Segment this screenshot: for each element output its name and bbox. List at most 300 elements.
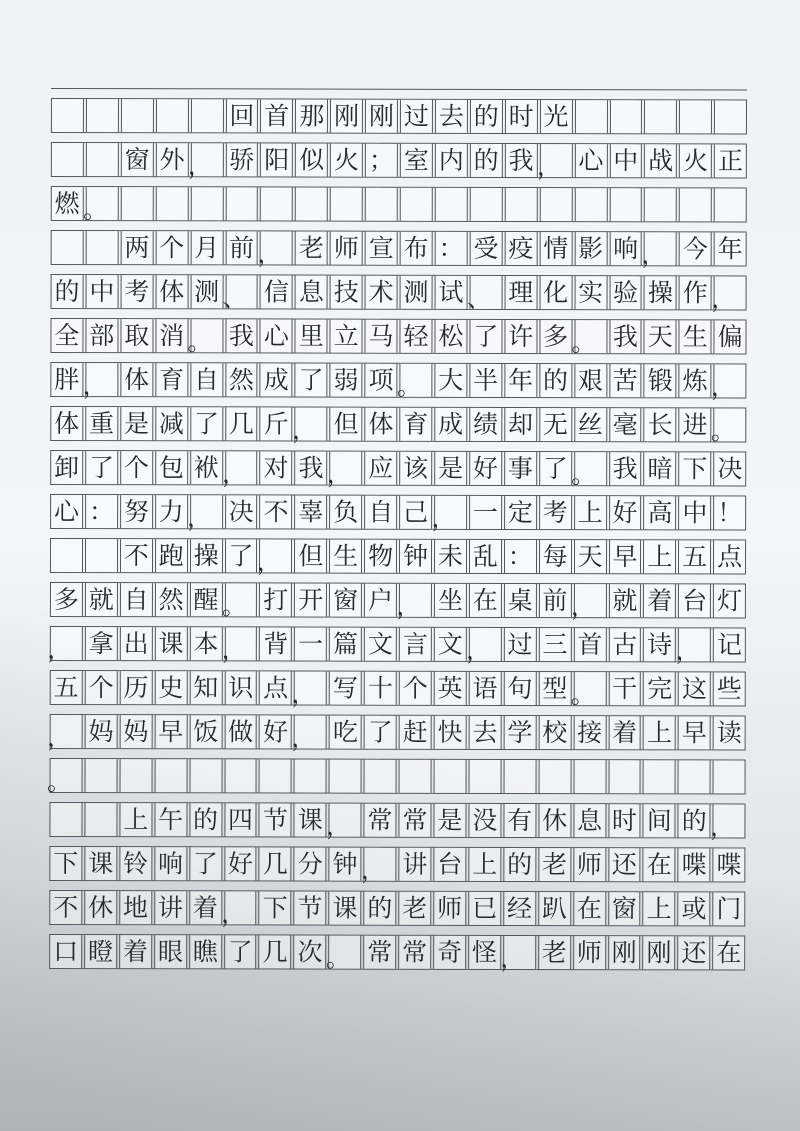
grid-cell [713, 452, 746, 485]
handwritten-character: 时 [611, 806, 637, 836]
handwritten-character: 锻 [647, 366, 673, 396]
handwritten-character: 不 [123, 541, 149, 571]
handwritten-character: 进 [682, 410, 708, 440]
handwritten-character: 午 [158, 805, 184, 835]
grid-cell [505, 144, 538, 177]
grid-cell [120, 627, 153, 660]
handwritten-character: 学 [507, 717, 533, 748]
handwritten-character: ！ [717, 498, 743, 528]
handwritten-character: 古 [612, 630, 638, 660]
handwritten-character: 技 [333, 277, 359, 307]
handwritten-character: 响 [613, 234, 639, 264]
grid-cell [155, 363, 188, 396]
handwritten-character: 今 [682, 234, 708, 264]
handwritten-character: 着 [612, 718, 638, 748]
handwritten-character: 课 [332, 893, 358, 923]
handwritten-character: 火 [334, 145, 360, 175]
handwritten-character: 苦 [612, 366, 638, 396]
handwritten-character: 个 [402, 673, 428, 703]
grid-cell [154, 671, 187, 704]
handwritten-character: 打 [263, 585, 289, 615]
handwritten-character: 乱 [472, 541, 498, 571]
handwritten-character: 口 [53, 937, 79, 967]
handwritten-character: 自 [123, 585, 149, 615]
grid-cell [713, 628, 746, 661]
handwritten-character: 下 [53, 849, 79, 879]
grid-cell [713, 584, 746, 617]
grid-cell [470, 232, 503, 265]
handwritten-character: 的 [54, 277, 80, 307]
grid-cell [363, 892, 396, 925]
grid-cell [292, 408, 328, 445]
text-row [49, 802, 745, 841]
grid-cell [643, 628, 676, 661]
grid-cell [221, 627, 257, 664]
grid-cell [434, 672, 467, 705]
grid-cell [329, 716, 362, 749]
handwritten-character: 是 [437, 805, 463, 835]
handwritten-character: 常 [367, 937, 393, 967]
grid-cell [643, 804, 676, 837]
grid-cell [50, 583, 83, 616]
handwritten-character: 测 [403, 277, 429, 307]
grid-cell [295, 232, 328, 265]
grid-cell [608, 848, 641, 881]
grid-cell [154, 935, 187, 968]
grid-cell [364, 804, 397, 837]
handwritten-character: 操 [647, 278, 673, 308]
handwritten-character: 讲 [402, 849, 428, 879]
grid-cell [295, 100, 328, 133]
handwritten-character: 着 [192, 893, 218, 923]
handwritten-character: 。 [187, 327, 212, 356]
grid-cell [155, 275, 188, 308]
grid-cell [434, 320, 467, 353]
handwritten-character: 时 [508, 101, 534, 132]
grid-cell [536, 144, 573, 181]
grid-cell [121, 143, 154, 176]
text-row [50, 670, 746, 709]
handwritten-character: 快 [437, 717, 463, 747]
handwritten-character: 。 [83, 195, 108, 224]
grid-cell [608, 936, 641, 969]
handwritten-character: 妈 [123, 717, 149, 747]
handwritten-character: 四 [227, 805, 253, 835]
grid-cell [538, 892, 571, 925]
handwritten-character: 回 [229, 101, 255, 131]
handwritten-character: 响 [158, 849, 184, 879]
handwritten-character: 常 [402, 805, 428, 835]
grid-cell [86, 99, 119, 132]
handwritten-character: 了 [542, 454, 568, 484]
grid-cell [400, 320, 433, 353]
handwritten-character: 记 [716, 630, 743, 660]
handwritten-character: 了 [89, 453, 115, 483]
handwritten-character: 眼 [157, 937, 183, 967]
handwritten-character: 决 [228, 497, 254, 527]
handwritten-character: 出 [123, 629, 149, 659]
handwritten-character: ， [221, 899, 246, 928]
grid-cell [120, 583, 153, 616]
handwritten-character: 了 [298, 365, 324, 395]
grid-cell [609, 100, 642, 133]
grid-cell [119, 935, 152, 968]
grid-cell [221, 891, 257, 928]
handwritten-character: 着 [647, 586, 673, 616]
handwritten-character: 内 [438, 145, 464, 175]
handwritten-character: 未 [437, 541, 463, 571]
grid-cell [154, 803, 187, 836]
grid-cell [504, 496, 537, 529]
grid-cell [85, 627, 118, 660]
grid-cell [469, 320, 502, 353]
handwritten-character: 英 [437, 673, 463, 703]
grid-cell [679, 408, 712, 441]
handwritten-character: 体 [368, 409, 394, 439]
grid-cell [259, 583, 292, 616]
handwritten-character: 上 [123, 805, 149, 835]
grid-cell [51, 187, 84, 220]
handwritten-character: 力 [158, 497, 184, 527]
grid-cell [643, 540, 676, 573]
grid-cell [714, 100, 747, 133]
handwritten-character: 本 [193, 629, 219, 659]
handwritten-character: ： [438, 233, 464, 263]
grid-cell [538, 716, 571, 749]
handwritten-character: ， [187, 503, 212, 532]
grid-cell [713, 760, 746, 793]
handwritten-character: 项 [368, 365, 394, 395]
grid-cell [121, 187, 154, 220]
handwritten-character: 斤 [263, 409, 289, 439]
handwritten-character: 老 [541, 938, 567, 968]
grid-cell [504, 628, 537, 661]
handwritten-character: 下 [682, 454, 708, 484]
grid-cell [710, 804, 746, 841]
grid-cell [609, 364, 642, 397]
grid-cell [225, 407, 258, 440]
grid-cell [711, 276, 747, 313]
grid-cell [364, 540, 397, 573]
grid-cell [435, 144, 468, 177]
grid-cell [711, 364, 747, 401]
handwritten-character: 过 [403, 101, 429, 131]
handwritten-character: 。 [571, 328, 596, 357]
text-row [47, 626, 746, 665]
grid-cell [468, 848, 501, 881]
handwritten-character: 体 [159, 277, 185, 307]
grid-cell [678, 452, 711, 485]
grid-cell [433, 936, 466, 969]
grid-cell [295, 452, 328, 485]
grid-cell [85, 539, 118, 572]
grid-cell [433, 892, 466, 925]
grid-cell [435, 276, 468, 309]
grid-cell [434, 408, 467, 441]
grid-cell [189, 935, 222, 968]
grid-cell [470, 188, 503, 221]
handwritten-character: 经 [506, 893, 533, 924]
grid-cell [85, 275, 118, 308]
handwritten-character: 首 [264, 101, 290, 131]
grid-cell [468, 804, 501, 837]
grid-cell [363, 936, 396, 969]
grid-cell [295, 188, 328, 221]
grid-cell [538, 848, 571, 881]
grid-cell [434, 628, 467, 661]
grid-cell [539, 584, 572, 617]
handwritten-character: ， [291, 724, 316, 753]
grid-cell [260, 143, 293, 176]
handwritten-character: ， [47, 723, 72, 752]
handwritten-character: 天 [647, 322, 673, 352]
grid-cell [86, 143, 119, 176]
grid-cell [50, 451, 83, 484]
handwritten-character: 息 [298, 277, 324, 307]
handwritten-character: 光 [543, 102, 569, 132]
handwritten-character: 心 [54, 497, 80, 527]
grid-cell [573, 716, 606, 749]
grid-cell [539, 452, 572, 485]
grid-cell [120, 495, 153, 528]
handwritten-character: 物 [368, 541, 394, 571]
grid-cell [538, 760, 571, 793]
grid-cell [49, 847, 82, 880]
grid-cell [644, 452, 677, 485]
handwritten-character: 言 [402, 629, 428, 659]
handwritten-character: 去 [472, 717, 498, 747]
grid-cell [574, 540, 607, 573]
grid-cell [326, 452, 362, 489]
grid-cell [679, 232, 712, 265]
grid-cell [260, 319, 293, 352]
grid-cell [539, 540, 572, 573]
handwritten-character: 是 [124, 409, 150, 439]
grid-cell [712, 892, 745, 925]
grid-cell [609, 144, 642, 177]
grid-cell [189, 847, 222, 880]
handwritten-character: ， [221, 635, 246, 664]
grid-cell [50, 363, 83, 396]
handwritten-character: 作 [682, 278, 708, 308]
grid-cell [608, 628, 641, 661]
composition-grid [46, 88, 747, 973]
grid-cell [260, 275, 293, 308]
grid-cell [573, 628, 606, 661]
grid-cell [643, 936, 676, 969]
handwritten-character: 前 [542, 586, 568, 616]
handwritten-character: ， [187, 151, 212, 180]
grid-cell [84, 891, 117, 924]
handwritten-character: 上 [646, 718, 673, 748]
grid-cell [49, 803, 82, 836]
text-row [47, 714, 746, 753]
grid-cell [329, 540, 362, 573]
grid-cell [364, 716, 397, 749]
grid-cell [679, 100, 712, 133]
grid-cell [643, 672, 676, 705]
handwritten-character: 生 [682, 322, 708, 352]
text-row [51, 142, 747, 181]
handwritten-character: 考 [542, 498, 568, 528]
grid-cell [119, 891, 152, 924]
handwritten-character: 早 [158, 717, 184, 747]
grid-cell [609, 320, 642, 353]
handwritten-character: 赶 [402, 717, 428, 747]
grid-cell [82, 363, 118, 400]
handwritten-character: 了 [473, 321, 499, 351]
grid-cell [330, 364, 363, 397]
grid-cell [191, 99, 224, 132]
handwritten-character: ， [711, 284, 736, 313]
grid-cell [364, 496, 397, 529]
handwritten-character: ， [291, 680, 316, 709]
grid-cell [574, 496, 607, 529]
grid-cell [120, 363, 153, 396]
grid-cell [608, 760, 641, 793]
handwritten-character: ， [396, 592, 421, 621]
grid-cell [574, 364, 607, 397]
grid-cell [504, 408, 537, 441]
handwritten-character: 术 [368, 277, 394, 307]
grid-cell [435, 232, 468, 265]
grid-cell [155, 407, 188, 440]
grid-cell [435, 188, 468, 221]
handwritten-character: 还 [611, 850, 637, 880]
grid-cell [84, 847, 117, 880]
grid-cell [398, 936, 431, 969]
grid-cell [222, 275, 258, 312]
grid-cell [400, 232, 433, 265]
handwritten-character: 的 [681, 806, 707, 836]
handwritten-character: 课 [158, 629, 184, 659]
handwritten-character: 窗 [124, 145, 150, 175]
grid-cell [329, 584, 362, 617]
grid-cell [434, 584, 467, 617]
grid-cell [225, 539, 258, 572]
grid-cell [225, 363, 258, 396]
grid-cell [329, 672, 362, 705]
grid-cell [398, 848, 431, 881]
handwritten-character: 三 [542, 630, 568, 660]
grid-cell [330, 276, 363, 309]
handwritten-character: 奇 [437, 937, 463, 967]
handwritten-character: 月 [194, 233, 220, 263]
grid-cell [51, 275, 84, 308]
handwritten-character: 生 [333, 541, 359, 571]
grid-cell [398, 892, 431, 925]
handwritten-character: 战 [648, 146, 674, 176]
grid-cell [468, 936, 501, 969]
grid-cell [365, 364, 398, 397]
grid-cell [644, 364, 677, 397]
handwritten-character: 暗 [647, 454, 673, 484]
handwritten-character: 大 [438, 365, 464, 395]
grid-cell [574, 408, 607, 441]
handwritten-character: 没 [472, 805, 498, 835]
grid-cell [50, 495, 83, 528]
handwritten-character: 型 [542, 674, 568, 704]
handwritten-character: 成 [438, 409, 464, 439]
text-row [50, 582, 746, 621]
grid-cell [155, 495, 188, 528]
grid-cell [121, 99, 154, 132]
grid-cell [643, 496, 676, 529]
handwritten-character: 前 [229, 233, 255, 263]
handwritten-character: 定 [507, 497, 533, 528]
text-row [49, 934, 745, 973]
handwritten-character: 完 [647, 674, 673, 704]
grid-cell [469, 364, 502, 397]
handwritten-character: 在 [716, 938, 742, 968]
handwritten-character: 但 [333, 409, 359, 439]
grid-cell [643, 892, 676, 925]
grid-cell [609, 188, 642, 221]
text-row [50, 494, 746, 533]
handwritten-character: 去 [438, 101, 464, 131]
handwritten-character: 了 [193, 409, 219, 439]
grid-cell [224, 935, 257, 968]
grid-cell [503, 760, 536, 793]
handwritten-character: 成 [263, 365, 289, 395]
text-row [51, 186, 747, 222]
handwritten-character: 好 [227, 849, 253, 879]
grid-cell [570, 584, 606, 621]
handwritten-character: 测 [194, 277, 220, 307]
grid-cell [187, 319, 223, 356]
grid-cell [434, 716, 467, 749]
handwritten-character: 师 [576, 850, 602, 880]
handwritten-character: 首 [577, 630, 603, 660]
handwritten-character: 休 [88, 893, 114, 923]
grid-cell [49, 935, 82, 968]
handwritten-character: ： [507, 541, 533, 572]
handwritten-character: 好 [612, 498, 638, 528]
handwritten-character: 努 [123, 497, 149, 527]
handwritten-character: 验 [612, 278, 639, 308]
grid-cell [573, 760, 606, 793]
handwritten-character: 正 [717, 146, 744, 176]
handwritten-character: 体 [124, 365, 150, 395]
grid-cell [679, 320, 712, 353]
grid-cell [330, 408, 363, 441]
handwritten-character: 重 [89, 409, 115, 439]
grid-cell [399, 716, 432, 749]
grid-cell [713, 672, 746, 705]
grid-cell [678, 672, 711, 705]
handwritten-character: 读 [716, 718, 742, 748]
grid-cell [189, 759, 222, 792]
grid-cell [85, 671, 118, 704]
grid-cell [644, 144, 677, 177]
grid-cell [120, 451, 153, 484]
handwritten-character: 息 [576, 806, 603, 836]
handwritten-character: 师 [437, 893, 463, 923]
grid-cell [500, 936, 536, 973]
grid-cell [678, 848, 711, 881]
handwritten-character: ， [326, 460, 351, 489]
grid-cell [295, 144, 328, 177]
handwritten-character: 常 [402, 937, 428, 967]
grid-cell [224, 847, 257, 880]
grid-cell [400, 276, 433, 309]
handwritten-character: 全 [54, 321, 80, 351]
handwritten-character: 五 [53, 673, 79, 703]
grid-cell [466, 628, 502, 665]
handwritten-character: 课 [88, 849, 114, 879]
grid-cell [469, 584, 502, 617]
grid-cell [468, 716, 501, 749]
